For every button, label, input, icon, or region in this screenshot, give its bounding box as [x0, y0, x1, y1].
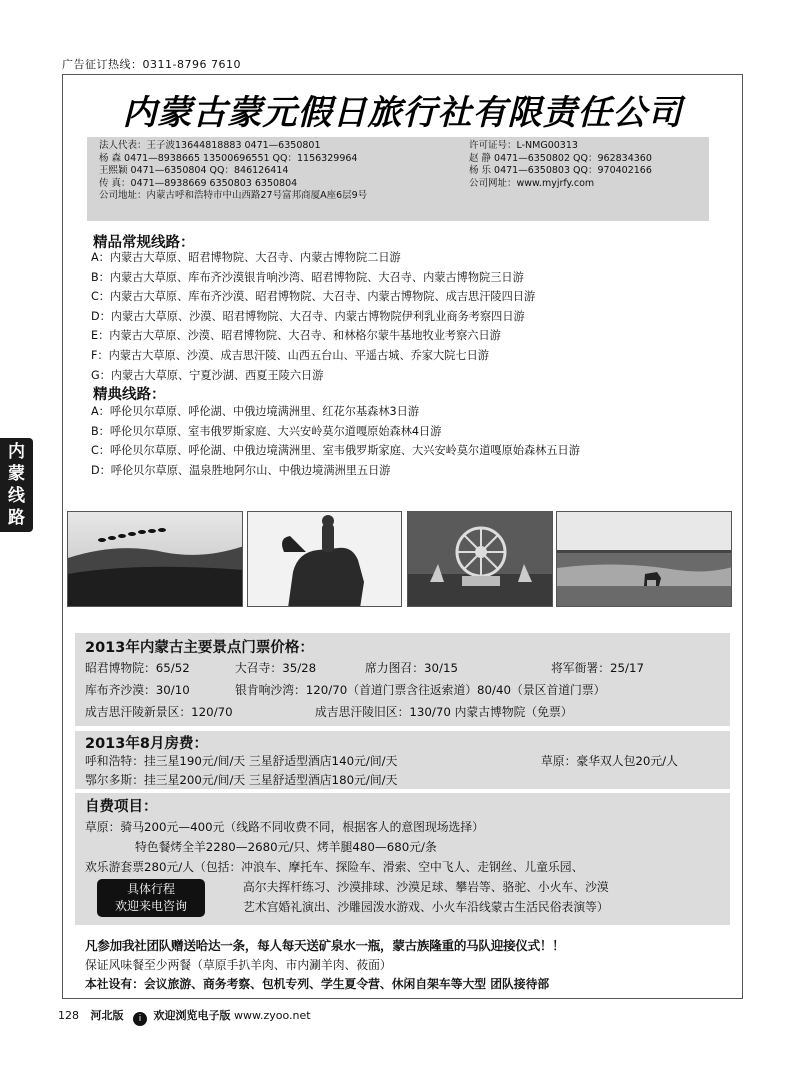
ad-hotline: 广告征订热线：0311-8796 7610	[62, 58, 241, 71]
classic-routes-list	[91, 402, 691, 480]
company-name: 内蒙古蒙元假日旅行社有限责任公司	[122, 93, 683, 133]
room-rate: 鄂尔多斯：挂三星200元/间/天 三星舒适型酒店180元/间/天	[85, 773, 398, 787]
contact-row	[99, 140, 697, 153]
route-item: F：内蒙古大草原、沙漠、成吉思汗陵、山西五台山、平遥古城、乔家大院七日游	[91, 348, 489, 362]
contact-left: 法人代表：王子波13644818883 0471—6350801	[99, 140, 321, 151]
ticket-price: 银肯响沙湾：120/70（首道门票含往返索道）80/40（景区首道门票）	[235, 683, 606, 697]
ticket-price: 席力图召：30/15	[365, 661, 458, 675]
contact-right: 杨 乐 0471—6350803 QQ：970402166	[469, 165, 652, 177]
route-item: E：内蒙古大草原、沙漠、昭君博物院、大召寺、和林格尔蒙牛基地牧业考察六日游	[91, 329, 501, 343]
premium-routes-list	[91, 248, 535, 385]
room-rates-heading: 2013年8月房费：	[85, 736, 208, 752]
self-paid-item: 艺术宫婚礼演出、沙雕园泼水游戏、小火车沿线蒙古生活民俗表演等）	[243, 900, 609, 914]
route-item: D：呼伦贝尔草原、温泉胜地阿尔山、中俄边境满洲里五日游	[91, 463, 391, 477]
route-item: G：内蒙古大草原、宁夏沙湖、西夏王陵六日游	[91, 368, 324, 382]
photo-dharma-wheel-statue	[407, 511, 553, 607]
ticket-price: 成吉思汗陵旧区：130/70 内蒙古博物院（免票）	[315, 705, 573, 719]
route-item: B：内蒙古大草原、库布齐沙漠银肯响沙湾、昭君博物院、大召寺、内蒙古博物院三日游	[91, 270, 524, 284]
badge-line: 具体行程	[126, 882, 175, 896]
contact-left: 杨 森 0471—8938665 13500696551 QQ：1156329964	[99, 152, 358, 164]
ticket-price: 将军衙署：25/17	[551, 661, 644, 675]
advertisement-page	[62, 74, 743, 999]
contact-info-box	[87, 137, 709, 221]
ticket-prices-box	[75, 633, 730, 726]
ticket-prices-heading: 2013年内蒙古主要景点门票价格：	[85, 640, 314, 656]
contact-row	[99, 178, 697, 191]
self-paid-heading: 自费项目：	[85, 799, 158, 815]
welcome-text: 欢迎浏览电子版	[153, 1009, 231, 1022]
badge-line: 欢迎来电咨询	[114, 899, 187, 913]
room-rate: 呼和浩特：挂三星190元/间/天 三星舒适型酒店140元/间/天	[85, 754, 398, 768]
page-number: 128	[58, 1009, 79, 1022]
contact-left: 王熙颖 0471—6350804 QQ：846126414	[99, 165, 289, 177]
self-paid-item: 高尔夫挥杆练习、沙漠排球、沙漠足球、攀岩等、骆驼、小火车、沙漠	[243, 880, 609, 894]
contact-left: 传 真：0471—8938669 6350803 6350804	[99, 177, 298, 189]
side-tab-inner-mongolia-routes	[0, 438, 33, 532]
itinerary-inquiry-badge	[97, 879, 205, 917]
contact-row	[99, 153, 697, 166]
route-item: C：内蒙古大草原、库布齐沙漠、昭君博物院、大召寺、内蒙古博物院、成吉思汗陵四日游	[91, 290, 536, 304]
route-item: A：内蒙古大草原、昭君博物院、大召寺、内蒙古博物院二日游	[91, 251, 401, 264]
agency-services: 本社设有：会议旅游、商务考察、包机专列、学生夏令营、休闲自架车等大型 团队接待部	[85, 977, 550, 991]
contact-right: 赵 静 0471—6350802 QQ：962834360	[469, 152, 652, 164]
contact-right: 公司网址：www.myjrfy.com	[469, 177, 595, 189]
contact-row	[99, 190, 697, 203]
contact-right: 许可证号：L-NMG00313	[469, 140, 578, 151]
classic-routes-heading: 精典线路：	[93, 387, 166, 403]
ticket-price: 大召寺：35/28	[235, 661, 317, 675]
info-icon: i	[133, 1012, 147, 1026]
self-paid-item: 欢乐游套票280元/人（包括：冲浪车、摩托车、探险车、滑索、空中飞人、走钢丝、儿童乐园、	[85, 860, 584, 874]
page-footer	[58, 1007, 311, 1026]
photo-grassland-horse	[556, 511, 732, 607]
route-item: D：内蒙古大草原、沙漠、昭君博物院、大召寺、内蒙古博物院伊利乳业商务考察四日游	[91, 309, 525, 323]
photo-horse-statue	[247, 511, 402, 607]
self-paid-item: 特色餐烤全羊2280—2680元/只、烤羊腿480—680元/条	[135, 840, 437, 854]
contact-row	[99, 165, 697, 178]
route-item: C：呼伦贝尔草原、呼伦湖、中俄边境满洲里、室韦俄罗斯家庭、大兴安岭莫尔道嘎原始森林五日游	[91, 444, 580, 458]
premium-routes-heading: 精品常规线路：	[93, 235, 195, 251]
side-tab-label: 内蒙线路	[8, 442, 25, 528]
room-rate: 草原：豪华双人包20元/人	[541, 754, 678, 768]
route-item: B：呼伦贝尔草原、室韦俄罗斯家庭、大兴安岭莫尔道嘎原始森林4日游	[91, 424, 442, 438]
edition-label: 河北版	[90, 1009, 124, 1022]
photo-desert-camels	[67, 511, 243, 607]
ticket-price: 成吉思汗陵新景区：120/70	[85, 705, 233, 719]
contact-left: 公司地址：内蒙古呼和浩特市中山西路27号富邦商厦A座6层9号	[99, 190, 368, 202]
website-link[interactable]: www.zyoo.net	[234, 1009, 311, 1022]
ticket-price: 库布齐沙漠：30/10	[85, 683, 190, 697]
room-rates-box	[75, 731, 730, 789]
route-item: A：呼伦贝尔草原、呼伦湖、中俄边境满洲里、红花尔基森林3日游	[91, 405, 420, 418]
ticket-price: 昭君博物院：65/52	[85, 661, 190, 675]
promo-headline: 凡参加我社团队赠送哈达一条，每人每天送矿泉水一瓶，蒙古族隆重的马队迎接仪式！！	[85, 938, 565, 953]
self-paid-item: 草原：骑马200元—400元（线路不同收费不同，根据客人的意图现场选择）	[85, 820, 484, 834]
meal-guarantee: 保证风味餐至少两餐（草原手扒羊肉、市内涮羊肉、莜面）	[85, 958, 392, 972]
